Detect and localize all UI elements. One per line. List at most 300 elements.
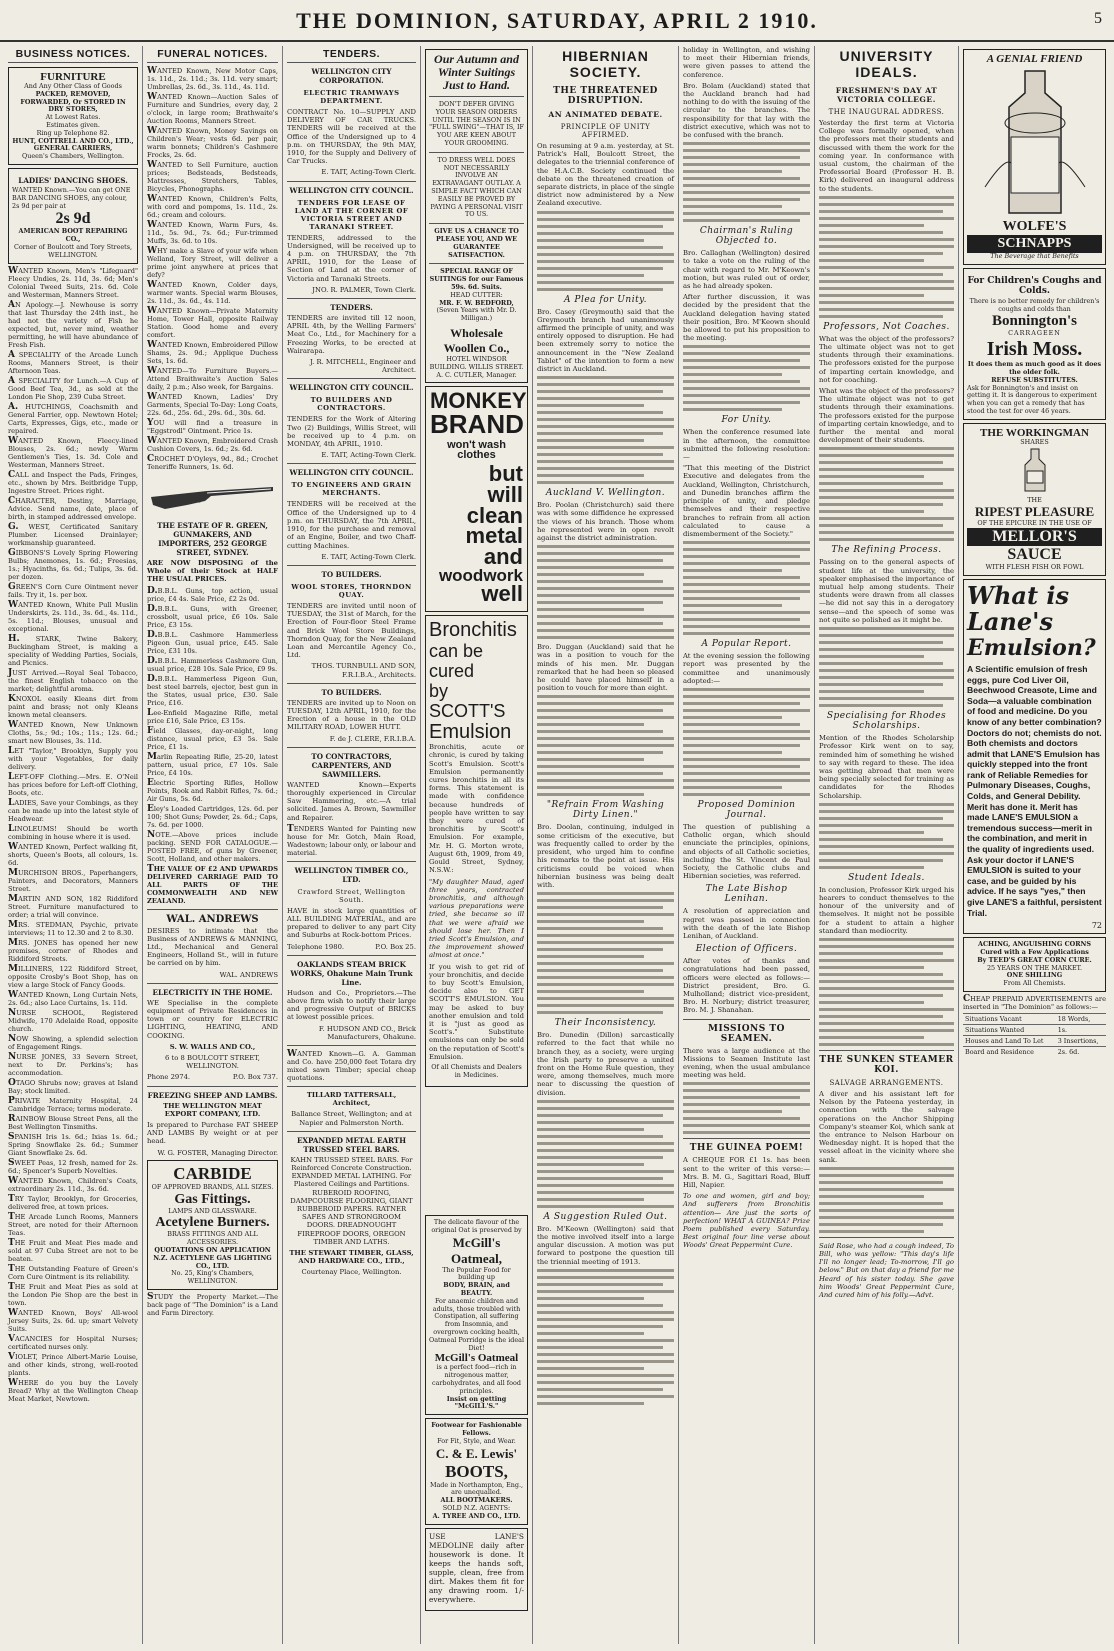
- ad-line: Insist on getting "McGILL'S.": [446, 1394, 507, 1411]
- ad-address: Corner of Boulcott and Tory Streets, WELLINGTON.: [13, 242, 133, 259]
- column-university-ideals: [814, 46, 958, 1644]
- tender-body: TENDERS, addressed to the Undersigned, will be received up to 4 p.m. on THURSDAY, the 7th APRIL, 1910, for the Lease of Section of Land at the corner of Victoria and Taranaki Streets.: [287, 233, 416, 283]
- tender-notice: [287, 688, 416, 743]
- article-subhead: Proposed Dominion Journal.: [697, 799, 796, 820]
- classified-ad: GREEN'S Corn Cure Ointment never fails. Try it, 1s. per box.: [8, 581, 138, 599]
- ad-heading: FURNITURE: [40, 71, 106, 83]
- body-text-filler: [537, 695, 674, 796]
- ad-line: PACKED, REMOVED, FORWARDED, Or STORED IN DRY STORES,: [20, 89, 126, 114]
- freezing-firm: THE WELLINGTON MEAT EXPORT COMPANY, LTD.: [163, 1101, 262, 1118]
- article-paragraph: Bro. Callaghan (Wellington) desired to take a vote on the ruling of the chair with regard to Mr. M'Keown's motion, but was ruled out of order, as he had already spoken.: [683, 249, 810, 291]
- classified-ad: AN Apology.—J. Newhouse is sorry that last Thursday the 24th inst., he had not the variety of Fish he expected, but, never mind, weather permitting, he will have abundance of Fresh Fish.: [8, 299, 138, 349]
- rate-category: Situations Wanted: [963, 1024, 1056, 1035]
- ad-line: woodwork: [438, 566, 523, 586]
- ad-line: won't wash clothes: [447, 438, 506, 462]
- article-subhead: Specialising for Rhodes Scholarships.: [826, 711, 947, 732]
- tender-body: TENDERS are invited until noon of TUESDAY, the 31st of March, for the Erection of Four-floor Steel Frame and Brick Wool Store Buildings, Thorndon Quay, for the New Zealand Loan and Mercantile Agency Co., Ltd.: [287, 601, 416, 660]
- ad-text: WANTED Known.—You can get ONE BAR DANCING SHOES, any colour, 2s 9d per pair at: [12, 185, 131, 210]
- ad-line: OF APPROVED BRANDS, ALL SIZES.: [151, 1182, 274, 1191]
- tender-sub: WOOL STORES, THORNDON QUAY.: [291, 582, 412, 599]
- ad-line: It does them as much good as it does the older folk.: [967, 360, 1102, 376]
- classified-ad: WANTED Known, Children's Coats, extraordinary 2s. 11d., 3s. 6d.: [8, 1175, 138, 1193]
- article-paragraph: What was the object of the professors? The ultimate object was not to get students through their examinations. The professors existed for the purpose of imparting certain knowledge, and not for coaching.: [819, 334, 954, 384]
- classified-ad: GIBBONS'S Lovely Spring Flowering Bulbs; Anemones, 1s. 6d.; Freesias, 1s.; Hyacinths, 6s. 6d.; Tulips, 3s. 6d. per dozen.: [8, 547, 138, 581]
- ad-line: A GENIAL FRIEND: [986, 53, 1083, 65]
- tender-title: WELLINGTON CITY CORPORATION.: [311, 67, 392, 85]
- ad-line: Made in Northampton, Eng., are unequalled.: [429, 1480, 524, 1497]
- article-paragraph: Bro. Doolan, continuing, indulged in some criticism of the executive, but was frequently called to order by the president, who urged him to confine his remarks to the point at issue. His criticisms could be voiced when hibernian business was being dealt with.: [537, 823, 674, 889]
- tender-notice: [287, 67, 416, 177]
- gun-listing: D.B.B.L. Hammerless Cashmore Gun, usual price, £28 10s. Sale Price, £9 9s.: [147, 655, 278, 673]
- column-display-ads-lower: [420, 1212, 532, 1644]
- ad-line: At Lowest Rates.: [45, 113, 101, 122]
- electricity-address: 6 to 8 BOULCOTT STREET, WELLINGTON.: [165, 1054, 260, 1071]
- classified-ad: MILLINERS, 122 Riddiford Street, opposite Crosby's Boot Shop, has on view a large Stock of Fancy Goods.: [8, 963, 138, 989]
- classified-ad: WANTED Known, Men's "Lifeguard" Fleecy Undies, 2s. 11d, 3s. 6d; Men's Colonial Tweed Suits, 21s. 6d. Cole and Westerman, Manners Street.: [8, 265, 138, 299]
- ad-firm: N.Z. ACETYLENE GAS LIGHTING CO., LTD.: [153, 1253, 272, 1270]
- gun-listing: D.B.B.L. Hammerless Pigeon Gun, best steel barrels, ejector, best gun in the States, usual price, £30. Sale Price, £16.: [147, 673, 278, 707]
- rate-category: Board and Residence: [963, 1046, 1056, 1057]
- phone: Telephone 1980.: [287, 942, 345, 951]
- ad-heading: LADIES' DANCING SHOES.: [18, 175, 128, 185]
- classified-ad: MRS. STEDMAN, Psychic, private interviews; 11 to 12.30 and 2 to 8.30.: [8, 919, 138, 937]
- ad-line: MONKEY: [430, 388, 527, 414]
- ad-line: will: [487, 481, 523, 507]
- furniture-ad: [8, 67, 138, 165]
- classified-ad: THE Fruit and Meat Pies as sold at the London Pie Shop are the best in town.: [8, 1281, 138, 1307]
- body-text-filler: [537, 1100, 674, 1208]
- section-heading: BUSINESS NOTICES.: [8, 48, 138, 63]
- classified-ad: WANTED to Sell Furniture, auction prices; Bedsteads, Bedsteads, Mattresses, Stretchers, Tables, Bicycles, Phonographs.: [147, 160, 278, 193]
- tender-title: TENDERS.: [330, 303, 373, 313]
- classified-ad: OTAGO Shrubs now; graves at Island Bay; stock limited.: [8, 1077, 138, 1095]
- classified-ad: WANTED Known, Colder days, warmer wants. Special warm Blouses, 2s. 11d., 3s. 6d., 4s. 11d.: [147, 280, 278, 305]
- ad-line: WITH FLESH FISH OR FOWL: [985, 563, 1084, 572]
- article-paragraph: There was a large audience at the Missions to Seamen Institute last evening, when the usual ambulance meeting was held.: [683, 1046, 810, 1080]
- ad-line: By TEED'S GREAT CORN CURE.: [977, 955, 1092, 964]
- architect-address: Ballance Street, Wellington; and at Napier and Palmerston North.: [291, 1110, 412, 1127]
- electricity-firm: S. W. WALLS AND CO.,: [169, 1042, 256, 1051]
- article-subhead: A Popular Report.: [701, 639, 792, 650]
- tender-body: TENDERS for the Work of Altering Two (2) Buildings, Willis Street, will be received up to 4 p.m. on MONDAY, 4th APRIL, 1910.: [287, 415, 416, 449]
- classified-ad: WANTED Known, Boys' All-wool Jersey Suits, 2s. 6d. up; smart Velvety Suits.: [8, 1307, 138, 1333]
- tender-sign: E. TAIT, Acting-Town Clerk.: [321, 168, 416, 177]
- phone: Phone 2974.: [147, 1073, 191, 1082]
- article-paragraph: Bro. Bolam (Auckland) stated that the Auckland branch had had nothing to do with the issuing of the circular to the branches. The responsibility for that lay with the district executive, which was not to be confused with the branch.: [683, 81, 810, 140]
- rate-value: 18 Words,: [1056, 1013, 1106, 1024]
- classified-ad: WHY make a Slave of your wife when Welland, Tory Street, will deliver a prime joint anywhere at prices that defy?: [147, 246, 278, 279]
- timber-contact: [287, 943, 416, 951]
- article-subhead: The Refining Process.: [831, 545, 942, 556]
- ad-line: There is no better remedy for children's coughs and colds than: [969, 296, 1100, 313]
- ad-firm: Wholesale Woollen Co.,: [443, 325, 510, 355]
- mellors-sauce-ad: [963, 423, 1106, 576]
- tender-body: TENDERS are invited till 12 noon, APRIL 4th, by the Welling Farmers' Meat Co., Ltd., for Machinery for a Freezing Works, to be erected at Wairarapa.: [287, 314, 416, 355]
- gun-listing: NOTE.—Above prices include packing. SEND FOR CATALOGUE.—POSTED FREE, of guns by Greener, Scott, Holland, and other makers.: [147, 829, 278, 863]
- body-text-filler: [683, 1082, 810, 1134]
- gun-listing: Lee-Enfield Magazine Rifle, metal price £16, Sale Price, £3 15s.: [147, 707, 278, 725]
- classified-ad: MARTIN AND SON, 182 Riddiford Street. Furniture manufactured to order; a trial will convince.: [8, 893, 138, 919]
- estate-heading: THE ESTATE OF R. GREEN, GUNMAKERS, AND IMPORTERS, 252 GEORGE STREET, SYDNEY.: [157, 521, 268, 557]
- classified-ad: RAINBOW Blouse Street Pens, all the Best Wellington Tinsmiths.: [8, 1113, 138, 1131]
- scotts-emulsion-ad: [425, 615, 528, 1086]
- ad-address: HOTEL WINDSOR BUILDING. WILLIS STREET.: [429, 354, 524, 371]
- section-heading: TENDERS.: [287, 48, 416, 63]
- timber-heading: WELLINGTON TIMBER CO., LTD.: [294, 865, 409, 884]
- body-text-filler: [819, 1167, 954, 1233]
- tender-title: TO BUILDERS.: [321, 569, 382, 579]
- ad-line: Footwear for Fashionable Fellows.: [431, 1421, 522, 1437]
- body-text-filler: [537, 545, 674, 639]
- gun-listing: Field Glasses, day-or-night, long distance, usual price, £3 5s. Sale Price, £1 1s.: [147, 725, 278, 751]
- ad-line: well: [481, 581, 523, 607]
- body-text-filler: [683, 142, 810, 222]
- classified-ad: YOU will find a treasure in "Eggstrodl" Ointment. Price 1s.: [147, 418, 278, 435]
- tender-sub: TO ENGINEERS AND GRAIN MERCHANTS.: [291, 481, 412, 498]
- ad-line: is a perfect food—rich in nitrogenous matter, carbohydrates, and all food principles.: [432, 1363, 521, 1395]
- article-paragraph: After further discussion, it was decided by the president that the Auckland delegation having stated their position, Bro. M'Keown should be allowed to put his proposition to the meeting.: [683, 293, 810, 343]
- classified-ad: WANTED Known—G. A. Gamman and Co. have 250,000 feet Totara dry mixed sawn Timber; special cheap quotations.: [287, 1049, 416, 1082]
- prepaid-ad-rates: [963, 995, 1106, 1057]
- article-paragraph: Bro. Duggan (Auckland) said that he was in a position to vouch for the minds of his men. Mr. Duggan remarked that he had been so pleased he could have placed himself in a position to vouch for more than eight.: [537, 643, 674, 693]
- wolfes-schnapps-ad: [963, 49, 1106, 265]
- tender-notice: [287, 468, 416, 560]
- tender-notice: [287, 383, 416, 459]
- ad-text: SPECIAL RANGE OF SUITINGS for our Famous 59s. 6d. Suits.: [429, 267, 524, 291]
- ad-code: 72: [1091, 921, 1102, 931]
- classified-ad: THE Fruit and Meat Pies made and sold at 97 Cuba Street are not to be beaten.: [8, 1237, 138, 1263]
- column-hibernian-society: [532, 46, 678, 1644]
- ad-line: can be cured: [429, 641, 484, 682]
- article-subhead: THE INAUGURAL ADDRESS.: [828, 108, 945, 116]
- body-text-filler: [819, 196, 954, 318]
- metal-firm: THE STEWART TIMBER, GLASS, AND HARDWARE CO., LTD.,: [289, 1249, 414, 1266]
- classified-ad: VACANCIES for Hospital Nurses; certificated nurses only.: [8, 1333, 138, 1351]
- bricks-heading: OAKLANDS STEAM BRICK WORKS, Ohakune Main Trunk Line.: [290, 959, 413, 987]
- ad-line: McGill's Oatmeal: [434, 1352, 519, 1365]
- tender-sign: F. de J. CLERE, F.R.I.B.A.: [329, 734, 416, 743]
- ad-line: A. TYREE AND CO., LTD.: [432, 1511, 521, 1520]
- classified-ad: WHERE do you buy the Lovely Bread? Why at the Wellington Cheap Meat Market, Newtown.: [8, 1377, 138, 1403]
- ad-line: RIPEST PLEASURE: [974, 504, 1095, 520]
- classified-ad: WANTED Known, Long Curtain Nets, 2s. 6d.; also Lace Curtains, 1s. 11d.: [8, 989, 138, 1007]
- electricity-heading: ELECTRICITY IN THE HOME.: [152, 987, 273, 997]
- ad-text: TO DRESS WELL DOES NOT NECESSARILY INVOLVE AN EXTRAVAGANT OUTLAY. A SIMPLE FACT WHICH CAN EASILY BE PROVED BY PAYING A PERSONAL VISIT TO US.: [430, 155, 523, 219]
- architect-name: TILLARD TATTERSALL, Architect,: [306, 1091, 397, 1108]
- article-subhead: Election of Officers.: [695, 944, 798, 955]
- rates-table: [963, 1013, 1106, 1057]
- article-paragraph: When the conference resumed late in the afternoon, the committee submitted the following resolution:—: [683, 428, 810, 462]
- ad-line: Bonnington's: [991, 313, 1078, 330]
- article-paragraph: In conclusion, Professor Kirk urged his hearers to conduct themselves to the honour of the university and of themselves. It might not be possible for a student to attain a higher standard than mediocrity.: [819, 885, 954, 935]
- article-subhead: AN ANIMATED DEBATE.: [548, 110, 663, 119]
- gun-listing: Eley's Loaded Cartridges, 12s. 6d. per 100; Shot Guns; Powder, 2s. 6d.; Caps, 7s. 6d. per 1000.: [147, 803, 278, 829]
- freezing-body: Is prepared to Purchase FAT SHEEP AND LAMBS By weight or at per head.: [147, 1121, 278, 1146]
- ad-line: BODY, BRAIN, and BEAUTY.: [443, 1281, 510, 1297]
- ad-line: ALL BOOTMAKERS.: [440, 1496, 513, 1505]
- rates-intro: CHEAP PREPAID ADVERTISEMENTS are inserted in "The Dominion" as follows:—: [963, 993, 1106, 1011]
- classified-ad: CHARACTER, Destiny, Marriage, Advice. Send name, date, place of birth, in stamped addressed envelope.: [8, 495, 138, 521]
- ad-line: Estimates given.: [46, 120, 100, 129]
- ad-firm: AMERICAN BOOT REPAIRING CO.,: [18, 227, 128, 244]
- gun-illustration: [147, 475, 278, 517]
- ad-line: Irish Moss.: [986, 338, 1083, 361]
- teeds-corn-cure-ad: [963, 937, 1106, 992]
- ad-line: Lane's: [967, 606, 1054, 636]
- article-headline: UNIVERSITY IDEALS.: [839, 48, 934, 80]
- table-row: [963, 1035, 1106, 1046]
- classified-ad: WANTED Known, White Pull Muslin Underskirts, 2s. 11d., 3s. 6d., 4s. 11d., 5s. 11d.; Blouses, unusual and exceptional.: [8, 599, 138, 633]
- bricks-body: Hudson and Co., Proprietors.—The above firm wish to notify their large and progressive Output of BRICKS at lowest possible prices.: [287, 988, 416, 1022]
- tailor-ad: [425, 49, 528, 383]
- article-subhead: Professors, Not Coaches.: [823, 321, 950, 332]
- tender-notice: [287, 303, 416, 374]
- freezing-heading: FREEZING SHEEP AND LAMBS.: [147, 1090, 278, 1100]
- tender-body: TENDERS are invited up to Noon on TUESDAY, 12th APRIL, 1910, for the Erection of a house in the OLD MILITARY ROAD, LOWER HUTT.: [287, 698, 416, 732]
- classified-ad: WANTED Known, Warm Furs, 4s. 11d., 5s. 9d., 7s. 6d.; Fur-trimmed Muffs, 3s. 6d. to 10s.: [147, 220, 278, 245]
- classified-ad: SPANISH Iris 1s. 6d.; Ixias 1s. 6d.; Spring Snowflake 2s. 6d.; Summer Giant Snowflake 2s. 6d.: [8, 1131, 138, 1157]
- article-paragraph: Mention of the Rhodes Scholarship Professor Kirk went on to say, reminded him of something he wished to say with regard to these. The idea was getting abroad that men were being specially selected for training as candidates for the Rhodes Scholarship.: [819, 734, 954, 800]
- freezing-sign: W. G. FOSTER, Managing Director.: [157, 1148, 278, 1157]
- article-subhead: PRINCIPLE OF UNITY AFFIRMED.: [560, 123, 651, 139]
- ad-line: SAUCE: [1007, 546, 1062, 564]
- ad-line: What is: [967, 580, 1070, 610]
- classified-ad: A. HUTCHINGS, Coachsmith and General Farrier, opp. Newtown Hotel; Carts, Expresses, Gigs, etc., made or repaired.: [8, 401, 138, 435]
- classified-ad: LADIES, Save your Combings, as they can be made up into the latest style of Headwear.: [8, 797, 138, 823]
- classified-ad: WANTED Known, Embroidered Crash Cushion Covers, 1s. 6d.; 2s. 6d.: [147, 436, 278, 453]
- article-subhead: Chairman's Ruling Objected to.: [699, 226, 794, 247]
- rate-category: Situations Vacant: [963, 1013, 1056, 1024]
- rate-value: 3 Insertions,: [1056, 1035, 1106, 1046]
- tender-sub: ELECTRIC TRAMWAYS DEPARTMENT.: [303, 89, 400, 105]
- classified-ad: NOW Showing, a splendid selection of Engagement Rings.: [8, 1033, 138, 1051]
- article-headline: HIBERNIAN SOCIETY.: [562, 48, 649, 80]
- article-subhead: A Suggestion Ruled Out.: [543, 1211, 668, 1222]
- ad-text: A Scientific emulsion of fresh eggs, pure Cod Liver Oil, Beechwood Creasote, Lime and Soda—a valuable combination of food and medicine. Do you know of any better combination? Doctors do not; chemists do not. Both chemists and doctors admit that LANE'S Emulsion has quickly stepped into the front rank of Reliable Remedies for Pulmonary Diseases, Coughs, Colds, and General Debility. Merit has done it. Merit has made LANE'S EMULSION a tremendous success—merit in the combination, and merit in the quality of ingredients used. Ask your doctor if LANE'S EMULSION is suited to your case, and be guided by his advice. If he says "yes," then give LANE'S a faithful, persistent Trial.: [967, 663, 1102, 918]
- body-text-filler: [537, 211, 674, 291]
- classified-ad: PRIVATE Maternity Hospital, 24 Cambridge Terrace; terms moderate.: [8, 1095, 138, 1113]
- ad-line: The Beverage that Benefits: [990, 252, 1079, 260]
- tender-title: TO BUILDERS.: [321, 687, 382, 697]
- article-paragraph: After votes of thanks and congratulations had been passed, officers were elected as follows:—District president, Bro. G. Mulholland; district vice-president, Bro. H. Norbury; district treasurer, Bro. M. J. Shanahan.: [683, 957, 810, 1015]
- ad-line: The delicate flavour of the original Oat is preserved by: [431, 1218, 522, 1234]
- classified-ad: G. WEST, Certificated Sanitary Plumber. Licensed Drainlayer; workmanship guaranteed.: [8, 521, 138, 547]
- article-paragraph: A resolution of appreciation and regret was passed in connection with the death of the late Bishop Lenihan, of Auckland.: [683, 907, 810, 940]
- ad-text: GIVE US A CHANCE TO PLEASE YOU, AND WE GUARANTEE SATISFACTION.: [434, 227, 519, 259]
- ad-line: Bronchitis: [429, 619, 517, 642]
- classified-ad: LEFT-OFF Clothing.—Mrs. E. O'Neil has prices before for Left-off Clothing, Boots, etc.: [8, 771, 138, 797]
- ad-line: BRAND: [430, 409, 524, 440]
- bricks-sign: F. HUDSON AND CO., Brick Manufacturers, Ohakune.: [318, 1024, 416, 1041]
- article-paragraph: Yesterday the first term at Victoria College was formally opened, when the professors met their students and discussed with them the work for the coming year. In conformance with usual custom, the chairman of the Professorial Board (Professor H. B. Kirk) delivered an inaugural address to the students.: [819, 119, 954, 193]
- carbide-ad: [147, 1160, 278, 1290]
- classified-list: [8, 267, 138, 1403]
- ad-address: No. 25, King's Chambers, WELLINGTON.: [171, 1269, 254, 1286]
- classified-ad: SWEET Peas, 12 fresh, named for 2s. 6d.; Spencer's Superb Novelties.: [8, 1157, 138, 1175]
- section-heading: FUNERAL NOTICES.: [147, 48, 278, 63]
- ad-line: McGill's Oatmeal,: [451, 1234, 502, 1266]
- metal-body: KAHN TRUSSED STEEL BARS. For Reinforced Concrete Construction. EXPANDED METAL LATHING. For Plastered Ceilings and Partitions. RUBEROID ROOFING, DAMPCOURSE FLOORING, GIANT RUBBEROID PAPERS. RATNER SAFES AND STRONGROOM DOORS. DREADNOUGHT FIREPROOF DOORS, OREGON TIMBER AND LATHS.: [290, 1155, 413, 1246]
- ad-line: And Any Other Class of Goods: [24, 82, 122, 90]
- lanes-medoline-ad: [425, 1528, 528, 1611]
- article-paragraph: The question of publishing a Catholic organ, which should enunciate the principles, opinions, and objects of all Catholic societies, including the St. Vincent de Paul Society, the Catholic clubs and Hibernian societies, was referred.: [683, 822, 810, 881]
- article-paragraph: A CHEQUE FOR £1 1s. has been sent to the writer of this verse:—Mrs. B. M. G., Sagittari Road, Bluff Hill, Napier.: [683, 1156, 810, 1189]
- table-row: [963, 1046, 1106, 1057]
- article-headline: THE GUINEA POEM!: [689, 1143, 804, 1154]
- ad-price: 2s 9d: [55, 210, 91, 228]
- tender-notice: [287, 186, 416, 294]
- timber-sub: Crawford Street, Wellington South.: [297, 887, 406, 904]
- article-paragraph: Bro. Poolan (Christchurch) said there was with some diffidence he expressed the views of his branch. Those whom he represented were in open revolt against the district administration.: [537, 501, 674, 543]
- article-paragraph: Passing on to the general aspects of student life at the university, the speaker emphasised the importance of mutual help among students. Their students were drawn from all classes—he did not say this in a derogatory sense—and the speech of some was not quite so polished as it might be.: [819, 558, 954, 624]
- ad-line: MELLOR'S: [967, 528, 1102, 546]
- column-funeral-notices: [142, 46, 282, 1644]
- estate-body: ARE NOW DISPOSING of the Whole of their Stock at HALF THE USUAL PRICES.: [147, 559, 278, 584]
- article-paragraph: A diver and his assistant left for Nelson by the Pateena yesterday, in connection with the salvage operations on the Anchor Shipping Company's steamer Koi, which sank at the entrance to Nelson Harbour on Wednesday night. It is hoped that the vessel afloat in the vicinity where she sank.: [819, 1089, 954, 1164]
- page-number: 5: [1094, 10, 1102, 27]
- article-subhead: THE THREATENED DISRUPTION.: [553, 86, 658, 106]
- ad-line: THE WORKINGMAN: [980, 426, 1089, 439]
- classified-ad: H. STARK, Twine Bakery, Buckingham Street, is making a speciality of Wedding Parties, Socials, and Picnics.: [8, 633, 138, 667]
- classified-ad: A SPECIALITY of the Arcade Lunch Rooms, Manners Street, is their Afternoon Teas.: [8, 349, 138, 375]
- classified-ad: WANTED Known, Children's Felts, with cord and pompoms, 1s. 11d., 2s. 6d.; cream and colours.: [147, 194, 278, 219]
- tender-body: WANTED Known—Experts thoroughly experienced in Circular Saw Hammering, etc.—A trial solicited. James A. Brown, Sawmiller and Repairer.: [287, 780, 416, 822]
- schnapps-bottle-icon: [975, 67, 1095, 217]
- article-subhead: The Late Bishop Lenihan.: [705, 884, 788, 905]
- ad-line: Emulsion?: [967, 634, 1096, 661]
- ad-text: HEAD CUTTER:: [450, 290, 503, 299]
- tender-sign: JNO. R. PALMER, Town Clerk.: [312, 285, 416, 294]
- ad-line: REFUSE SUBSTITUTES.: [991, 375, 1078, 384]
- ad-firm: HUNT, COTTRELL AND CO., LTD., GENERAL CARRIERS,: [12, 136, 134, 153]
- gun-listing: Marlin Repeating Rifle, 25-20, latest pattern, usual price, £7 10s. Sale Price, £4 10s.: [147, 751, 278, 777]
- lanes-emulsion-ad: [963, 579, 1106, 934]
- po-box: P.O. Box 25.: [375, 942, 416, 951]
- ad-line: C. & E. Lewis': [435, 1445, 518, 1461]
- poem-text: To one and women, girl and boy; And sufferers from Bronchitis attention— Are just the sorts of perfection! WHAT A GUINEA? Prize Poem published every Saturday. Best original four line verse about Woods' Great Peppermint Cure.: [683, 1192, 810, 1250]
- article-subhead: For Unity.: [721, 415, 772, 426]
- tender-sub: TO BUILDERS AND CONTRACTORS.: [310, 396, 393, 413]
- rate-value: 1s.: [1056, 1024, 1106, 1035]
- tender-body: TENDERS Wanted for Painting new house for Mr. Gotch, Main Road, Wadestown; labour only, or labour and material.: [287, 823, 416, 857]
- article-paragraph: Bro. M'Keown (Wellington) said that the motive involved itself into a large angular discussion. A motion was put forward to postpone the question till the triennial meeting of 1913.: [537, 1224, 674, 1266]
- ad-line: For Fit, Style, and Wear.: [437, 1436, 516, 1445]
- article-paragraph: Bro. Casey (Greymouth) said that the Greymouth branch had unanimously affirmed the principle of unity, and was entirely opposed to disruption. He had been extremely sorry to notice the announcement in the "New Zealand Tablet" of the intention to form a new district in Auckland.: [537, 307, 674, 374]
- verse-advert: Said Rose, who had a cough indeed, To Bill, who was yellow: "This day's life I'll no longer lead; To-morrow, I'll go below." But on that day a friend for me Heard of his sister today. She gave him Woods' Great Peppermint Cure, And cured him of his folly.—Advt.: [819, 1241, 954, 1299]
- classified-ad: MURCHISON BROS., Paperhangers, Painters, and Decorators, Manners Street.: [8, 867, 138, 893]
- classified-ad: A SPECIALITY for Lunch.—A Cup of Good Beef Tea, 3d., as sold at the London Pie Shop, 239 Cuba Street.: [8, 375, 138, 401]
- classified-ad: WANTED Known, Fleecy-lined Blouses, 2s. 6d.; newly Warm Gentlemen's Ties, 1s. 3d. Cole and Westerman, Manners Street.: [8, 435, 138, 469]
- andrews-heading: WAL. ANDREWS: [166, 913, 259, 925]
- classified-ad: WANTED Known—Private Maternity Home, Tower Hall, opposite Railway Station. Good home and every comfort.: [147, 306, 278, 339]
- ad-line: Ring up Telephone 82.: [36, 128, 110, 137]
- ad-text: USE LANE'S MEDOLINE daily after housework is done. It keeps the hands soft, supple, clean, free from dirt. Makes them fit for any drawing room. 1/- everywhere.: [429, 1531, 524, 1604]
- ad-line: but: [488, 460, 523, 486]
- classified-ad: WANTED Known, Perfect walking fit, shorts, Queen's Boots, all colours, 1s. 6d.: [8, 841, 138, 867]
- tender-notice: [287, 825, 416, 857]
- classified-ad: WANTED Known, Ladies' Dry Garments, Special To-Day: Long Coats, 22s. 6d., 25s. 6d., 29s. 6d., 30s. 6d.: [147, 392, 278, 417]
- body-text-filler: [683, 345, 810, 411]
- ad-line: Gas Fittings.: [174, 1191, 251, 1207]
- classified-ad: VIOLET, Prince Albert-Marie Louise, and other kinds, strong, well-rooted plants.: [8, 1351, 138, 1377]
- ad-line: ACHING, ANGUISHING CORNS Cured with a Few Applications: [978, 940, 1091, 956]
- andrews-body: DESIRES to intimate that the Business of ANDREWS & MANNING, Ltd., Mechanical and General Engineers, Holland St., will in future be carried on by him.: [147, 926, 278, 968]
- classified-ad: THE Outstanding Feature of Green's Corn Cure Ointment is its reliability.: [8, 1263, 138, 1281]
- ad-text: Bronchitis, acute or chronic, is cured by taking Scott's Emulsion. Scott's Emulsion permanently cures bronchitis in all its forms. This statement is made with confidence because hundreds of people have written to say they were cured of bronchitis by Scott's Emulsion. For example, Mr. H. G. Morton wrote, August 6th, 1909, from 49, Gould Street, Sydney, N.S.W.:: [429, 743, 524, 875]
- ad-line: SOLD N.Z. AGENTS:: [442, 1503, 511, 1512]
- sauce-bottle-icon: [1005, 447, 1065, 493]
- ad-address: Queen's Chambers, Wellington.: [22, 152, 124, 161]
- tender-body: CONTRACT No. 10—SUPPLY AND DELIVERY OF CAR TRUCKS. TENDERS will be received at the Office of the Undersigned up to 4 p.m. on THURSDAY, the 9th MAY, 1910, for the Supply and Delivery of Car Trucks.: [287, 108, 416, 166]
- classified-ad: NURSE SCHOOL, Registered Midwife, 170 Adelaide Road, opposite church.: [8, 1007, 138, 1033]
- gun-listing: THE VALUE OF £2 AND UPWARDS DELIVERED CARRIAGE PAID TO ALL PARTS OF THE COMMONWEALTH AND NEW ZEALAND.: [147, 863, 278, 905]
- article-subhead: FRESHMEN'S DAY AT VICTORIA COLLEGE.: [835, 86, 938, 104]
- ad-line: Acetylene Burners.: [155, 1215, 270, 1231]
- classified-ad: WANTED—To Furniture Buyers.—Attend Braithwaite's Auction Sales daily, 2 p.m.; Also week, for Bargains.: [147, 366, 278, 391]
- classified-ad: CROCHET D'Oyleys, 9d., 8d.; Crochet Teneriffe Runners, 1s. 6d.: [147, 454, 278, 471]
- monkey-brand-ad: [425, 386, 528, 612]
- classified-ad: CALL and Inspect the Pads, Fringes, etc., shown by Mrs. Beitbridge Tupp, Ingestre Street. Prices right.: [8, 469, 138, 495]
- column-business-notices: [4, 46, 142, 1644]
- ad-line: by SCOTT'S: [429, 681, 506, 722]
- ad-text: DON'T DEFER GIVING YOUR SEASON ORDERS UNTIL THE SEASON IS IN "FULL SWING"—THAT IS, IF YOU ARE KEEN ABOUT YOUR GROOMING.: [429, 100, 524, 147]
- classified-ad: STUDY the Property Market.—The back page of "The Dominion" is a Land and Farm Directory.: [147, 1292, 278, 1318]
- column-medicine-ads: [958, 46, 1110, 1644]
- body-text-filler: [537, 892, 674, 1014]
- gun-listing: D.B.B.L. Cashmore Hammerless Pigeon Gun, usual price, £45. Sale Price, £31 10s.: [147, 629, 278, 655]
- article-headline: THE SUNKEN STEAMER KOI.: [819, 1054, 954, 1075]
- classified-ad: TRY Taylor, Brooklyn, for Groceries, delivered free, at town prices.: [8, 1193, 138, 1211]
- ad-line: QUOTATIONS ON APPLICATION: [154, 1246, 271, 1255]
- tender-title: TO CONTRACTORS, CARPENTERS, AND SAWMILLERS.: [311, 751, 392, 779]
- ad-line: ONE SHILLING: [1006, 971, 1063, 980]
- gun-listing: D.B.B.L. Guns, top action, usual price, £4 4s. Sale Price, £2 2s 0d.: [147, 585, 278, 603]
- table-row: [963, 1024, 1106, 1035]
- rate-value: 2s. 6d.: [1056, 1046, 1106, 1057]
- classified-ad: LET "Taylor," Brooklyn, Supply you with your Vegetables, for daily delivery.: [8, 745, 138, 771]
- article-paragraph: holiday in Wellington, and wishing to meet their Hibernian friends, were given passes to attend the conference.: [683, 46, 810, 79]
- lewis-boots-ad: [425, 1418, 528, 1524]
- article-paragraph: "That this meeting of the District Executive and delegates from the Auckland, Wellington, Christchurch, and Dunedin branches affirm the principle of unity, and pledge themselves and their respective branches to refrain from all action calculated to cause a dismemberment of the Society.": [683, 464, 810, 538]
- article-headline: MISSIONS TO SEAMEN.: [708, 1023, 785, 1044]
- classified-ad: JUST Arrived.—Royal Seal Tobacco, the finest English tobacco on the market; delightful aroma.: [8, 667, 138, 693]
- article-subhead: "Refrain From Washing Dirty Linen.": [546, 800, 665, 821]
- gun-listing: D.B.B.L. Guns, with Greener, crossbolt, usual price, £6 10s. Sale Price, £3 15s.: [147, 603, 278, 629]
- article-paragraph: At the evening session the following report was presented by the committee and unanimously adopted:—: [683, 652, 810, 685]
- tender-sign: E. TAIT, Acting-Town Clerk.: [321, 552, 416, 561]
- tender-sign: THOS. TURNBULL AND SON, F.R.I.B.A., Architects.: [311, 662, 416, 679]
- ad-line: Ask for Bonnington's and insist on getting it. It is dangerous to experiment when you can get a remedy that has stood the test for over 46 years.: [967, 383, 1097, 415]
- ad-text: MR. F. W. BEDFORD,: [439, 298, 514, 307]
- tender-title: WELLINGTON CITY COUNCIL.: [289, 185, 414, 195]
- tender-notice: [287, 570, 416, 679]
- article-subhead: Student Ideals.: [848, 872, 925, 883]
- ad-line: The Popular Food for building up: [442, 1265, 511, 1282]
- electricity-contact: [147, 1073, 278, 1081]
- rate-category: Houses and Land To Let: [963, 1035, 1056, 1046]
- ad-line: and: [483, 544, 523, 570]
- ad-line: SCHNAPPS: [967, 235, 1102, 253]
- tender-sign: J. R. MITCHELL, Engineer and Architect.: [309, 358, 416, 375]
- ad-line: Emulsion: [429, 721, 512, 744]
- ad-line: CARRAGEEN: [1008, 329, 1061, 338]
- ad-heading: Our Autumn and Winter Suitings Just to Hand.: [434, 52, 519, 92]
- column-hibernian-continued: [678, 46, 814, 1644]
- po-box: P.O. Box 737.: [232, 1073, 278, 1082]
- ad-manager: A. C. CUTLER, Manager.: [436, 370, 517, 379]
- masthead: [0, 0, 1114, 42]
- article-subhead: Their Inconsistency.: [554, 1018, 657, 1029]
